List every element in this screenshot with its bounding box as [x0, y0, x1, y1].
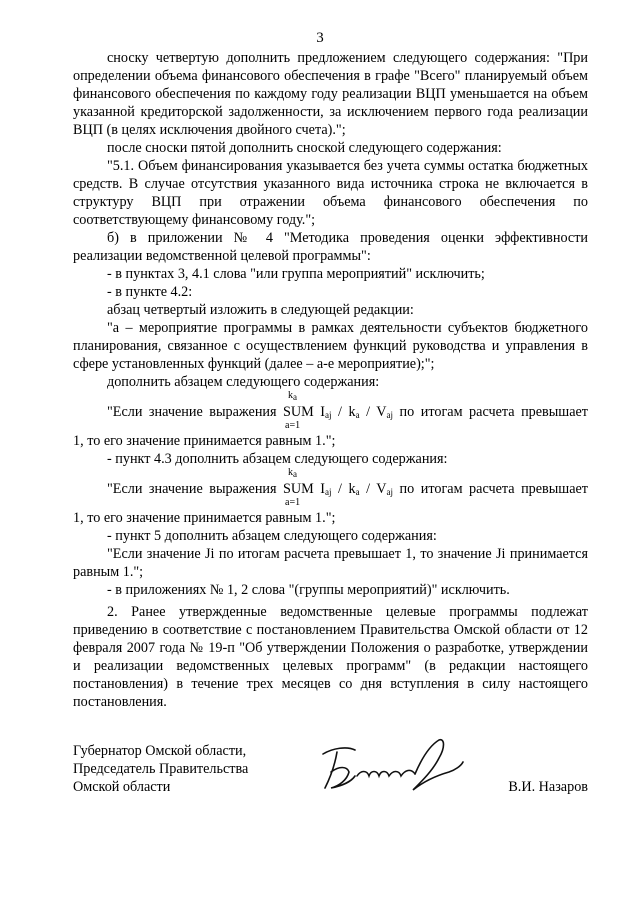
- page-number: 3: [316, 30, 324, 46]
- paragraph: "а – мероприятие программы в рамках деятельности субъектов бюджетного планирования, связанное с осуществлением функций руководства и управления в сфере установленных функций (далее – а-е мероприятие);";: [73, 320, 588, 372]
- formula-part: / V: [359, 481, 387, 497]
- formula-block: [73, 468, 588, 509]
- paragraph: - в приложениях № 1, 2 слова "(группы мероприятий)" исключить.: [107, 582, 510, 598]
- formula-k-sub: a: [293, 392, 297, 402]
- formula-prefix: "Если значение выражения SUM I: [107, 404, 326, 420]
- paragraph: - в пункте 4.2:: [107, 284, 193, 300]
- formula-upper-limit: [288, 467, 297, 479]
- formula-part: / k: [331, 404, 356, 420]
- paragraph: после сноски пятой дополнить сноской следующего содержания:: [107, 140, 502, 156]
- formula-suffix: по итогам расчета превышает: [393, 481, 588, 497]
- formula-sub: a: [355, 410, 360, 420]
- formula-lower-limit: a=1: [285, 420, 301, 431]
- paragraph: "5.1. Объем финансирования указывается без учета суммы остатка бюджетных средств. В случае отсутствия указанного вида источника строка не включается в структуру ВЦП при отражении объема финансового обеспечения по соответствующему финансовому году.";: [73, 158, 588, 228]
- document-body: [73, 49, 588, 711]
- formula-k: k: [288, 467, 293, 478]
- signatory-title-line: Омской области: [73, 779, 171, 795]
- formula-prefix: "Если значение выражения SUM I: [107, 481, 326, 497]
- paragraph: 1, то его значение принимается равным 1.";: [73, 433, 336, 449]
- formula-line: [73, 480, 588, 501]
- formula-upper-limit: [288, 390, 297, 402]
- formula-part: / V: [359, 404, 387, 420]
- formula-part: / k: [331, 481, 356, 497]
- formula-sub: aj: [386, 410, 394, 420]
- signatory-title: [73, 742, 248, 796]
- formula-sub: aj: [325, 410, 332, 420]
- formula-k: k: [288, 390, 293, 401]
- signature-block: [73, 742, 588, 812]
- paragraph: - пункт 5 дополнить абзацем следующего содержания:: [107, 528, 437, 544]
- formula-line: [73, 403, 588, 424]
- paragraph: - пункт 4.3 дополнить абзацем следующего содержания:: [107, 451, 448, 467]
- paragraph: "Если значение Ji по итогам расчета превышает 1, то значение Ji принимается равным 1.";: [73, 546, 588, 580]
- formula-lower-limit: a=1: [285, 497, 301, 508]
- paragraph: б) в приложении № 4 "Методика проведения оценки эффективности реализации ведомственной целевой программы":: [73, 230, 588, 264]
- paragraph: 1, то его значение принимается равным 1.";: [73, 510, 336, 526]
- formula-sub: aj: [386, 487, 394, 497]
- formula-sub: aj: [325, 487, 332, 497]
- paragraph: 2. Ранее утвержденные ведомственные целевые программы подлежат приведению в соответствие с постановлением Правительства Омской области от 12 февраля 2007 года № 19-п "Об утверждении Положения о разработке, утверждении и реализации ведомственных целевых программ" (в редакции настоящего постановления) в течение трех месяцев со дня вступления в силу настоящего постановления.: [73, 604, 588, 710]
- paragraph: - в пунктах 3, 4.1 слова "или группа мероприятий" исключить;: [107, 266, 485, 282]
- paragraph: дополнить абзацем следующего содержания:: [107, 374, 380, 390]
- paragraph: сноску четвертую дополнить предложением следующего содержания: "При определении объема финансового обеспечения в графе "Всего" планируемый объем финансового обеспечения по каждому году реализации ВЦП уменьшается на объем указанной кредиторской задолженности, за исключением первого года реализации ВЦП (в целях исключения двойного счета).";: [73, 50, 588, 138]
- signatory-title-line: Губернатор Омской области,: [73, 743, 247, 759]
- signatory-title-line: Председатель Правительства: [73, 761, 249, 777]
- handwritten-signature: [317, 736, 467, 802]
- signatory-name: В.И. Назаров: [508, 779, 588, 795]
- paragraph: абзац четвертый изложить в следующей редакции:: [107, 302, 414, 318]
- formula-block: [73, 391, 588, 432]
- formula-suffix: по итогам расчета превышает: [393, 404, 588, 420]
- formula-sub: a: [355, 487, 360, 497]
- formula-k-sub: a: [293, 469, 297, 479]
